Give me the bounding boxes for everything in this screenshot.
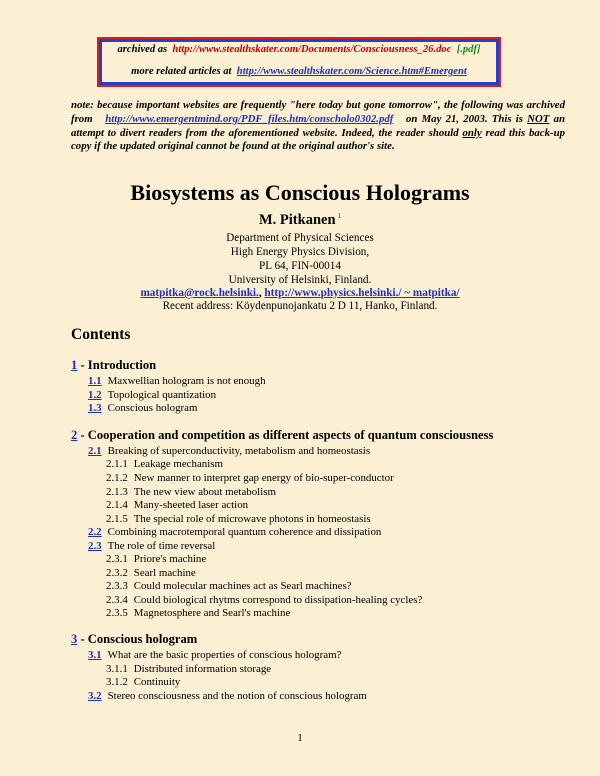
toc-item-3-1	[88, 649, 341, 661]
toc-item-3-2	[88, 690, 367, 702]
toc-item-number: 2.1.4	[106, 499, 128, 511]
toc-item-link[interactable]: 2.3	[88, 540, 102, 552]
toc-item-2-1-5	[106, 513, 371, 525]
toc-section-link[interactable]: 2	[71, 428, 78, 442]
note-text-4: read this back-up copy if the updated original cannot be found at the original author's site.	[71, 126, 565, 153]
toc-section-link[interactable]: 3	[71, 632, 78, 646]
toc-section-title: - Introduction	[77, 358, 157, 372]
related-prefix: more related articles at	[131, 66, 232, 77]
toc-item-title: Could biological rhytms correspond to dissipation-healing cycles?	[133, 594, 423, 606]
toc-item-title: Could molecular machines act as Searl machines?	[133, 580, 352, 592]
toc-item-title: Topological quantization	[107, 389, 217, 401]
archived-url-link[interactable]: http://www.stealthskater.com/Documents/Consciousness_26.doc	[172, 44, 452, 55]
note-text-3: an attempt to divert readers from the aforementioned website. Indeed, the reader should	[71, 112, 565, 139]
toc-item-number: 3.1.1	[106, 663, 128, 675]
toc-item-title: Priore's machine	[133, 553, 207, 565]
toc-item-number: 2.1.5	[106, 513, 128, 525]
contact-line	[0, 287, 600, 299]
toc-item-title: Many-sheeted laser action	[133, 499, 249, 511]
author-line	[0, 212, 600, 229]
email-link[interactable]: matpitka@rock.helsinki.	[140, 287, 259, 299]
toc-item-title: Distributed information storage	[133, 663, 272, 675]
toc-item-number: 2.3.3	[106, 580, 128, 592]
toc-item-number: 2.3.4	[106, 594, 128, 606]
toc-item-2-3-5	[106, 607, 290, 619]
toc-item-link[interactable]: 3.1	[88, 649, 102, 661]
toc-item-2-2	[88, 526, 381, 538]
paper-title: Biosystems as Conscious Holograms	[130, 180, 470, 205]
toc-item-1-2	[88, 389, 216, 401]
contact-separator: ,	[258, 287, 262, 299]
toc-item-link[interactable]: 1.1	[88, 375, 102, 387]
toc-item-title: Maxwellian hologram is not enough	[107, 375, 266, 387]
toc-item-2-3-3	[106, 580, 352, 592]
toc-item-title: Combining macrotemporal quantum coherence and dissipation	[107, 526, 382, 538]
toc-item-number: 2.3.5	[106, 607, 128, 619]
toc-item-number: 3.1.2	[106, 676, 128, 688]
toc-item-2-3	[88, 540, 215, 552]
toc-item-2-1	[88, 445, 370, 457]
toc-item-title: The new view about metabolism	[133, 486, 276, 498]
related-url-link[interactable]: http://www.stealthskater.com/Science.htm#Emergent	[236, 66, 467, 77]
toc-item-link[interactable]: 1.2	[88, 389, 102, 401]
toc-section-2	[71, 428, 493, 443]
toc-item-link[interactable]: 2.2	[88, 526, 102, 538]
note-not: NOT	[527, 112, 550, 125]
toc-item-title: Leakage mechanism	[133, 458, 223, 470]
toc-item-title: Magnetosphere and Searl's machine	[133, 607, 291, 619]
toc-item-2-1-4	[106, 499, 248, 511]
postal-address: PL 64, FIN-00014	[259, 260, 341, 272]
toc-item-title: Breaking of superconductivity, metabolism and homeostasis	[107, 445, 371, 457]
toc-item-number: 2.3.1	[106, 553, 128, 565]
division: High Energy Physics Division,	[230, 246, 370, 258]
toc-item-number: 2.3.2	[106, 567, 128, 579]
archive-line	[99, 44, 499, 55]
archive-header-box	[97, 37, 501, 87]
toc-item-title: Stereo consciousness and the notion of conscious hologram	[107, 690, 367, 702]
note-only: only	[462, 126, 482, 139]
toc-section-title: - Cooperation and competition as different aspects of quantum consciousness	[77, 428, 494, 442]
toc-section-1	[71, 358, 156, 373]
archive-note	[71, 99, 565, 154]
toc-item-title: The role of time reversal	[107, 540, 216, 552]
toc-section-link[interactable]: 1	[71, 358, 78, 372]
homepage-link[interactable]: http://www.physics.helsinki./ ~ matpitka/	[264, 287, 460, 299]
page-number: 1	[297, 732, 303, 744]
toc-item-2-1-2	[106, 472, 394, 484]
toc-item-link[interactable]: 1.3	[88, 402, 102, 414]
contents-heading: Contents	[71, 326, 131, 343]
toc-item-3-1-1	[106, 663, 271, 675]
related-line	[99, 66, 499, 77]
toc-item-1-1	[88, 375, 266, 387]
department: Department of Physical Sciences	[226, 232, 374, 244]
university: University of Helsinki, Finland.	[228, 274, 372, 286]
toc-item-2-3-1	[106, 553, 206, 565]
note-text-2: on May 21, 2003. This is	[405, 112, 523, 125]
toc-item-2-3-4	[106, 594, 422, 606]
toc-item-2-1-3	[106, 486, 276, 498]
pdf-link[interactable]: [.pdf]	[456, 44, 481, 55]
toc-section-3	[71, 632, 197, 647]
toc-section-title: - Conscious hologram	[77, 632, 198, 646]
toc-item-2-1-1	[106, 458, 223, 470]
toc-item-title: Searl machine	[133, 567, 196, 579]
note-source-link[interactable]: http://www.emergentmind.org/PDF_files.htm/conscholo0302.pdf	[105, 112, 394, 125]
toc-item-number: 2.1.1	[106, 458, 128, 470]
toc-item-number: 2.1.2	[106, 472, 128, 484]
toc-item-number: 2.1.3	[106, 486, 128, 498]
toc-item-title: Continuity	[133, 676, 181, 688]
archived-prefix: archived as	[117, 44, 168, 55]
author-footnote-link[interactable]: 1	[337, 212, 342, 220]
toc-item-title: New manner to interpret gap energy of bio-super-conductor	[133, 472, 394, 484]
toc-item-title: Conscious hologram	[107, 402, 198, 414]
toc-item-3-1-2	[106, 676, 180, 688]
toc-item-1-3	[88, 402, 197, 414]
toc-item-title: What are the basic properties of conscious hologram?	[107, 649, 342, 661]
author-name: M. Pitkanen	[258, 212, 336, 228]
toc-item-link[interactable]: 3.2	[88, 690, 102, 702]
note-text-1: note: because important websites are frequently "here today but gone tomorrow", the following was archived from	[71, 99, 565, 125]
recent-address: Recent address: Köydenpunojankatu 2 D 11, Hanko, Finland.	[162, 300, 438, 312]
toc-item-title: The special role of microwave photons in homeostasis	[133, 513, 371, 525]
toc-item-2-3-2	[106, 567, 196, 579]
toc-item-link[interactable]: 2.1	[88, 445, 102, 457]
